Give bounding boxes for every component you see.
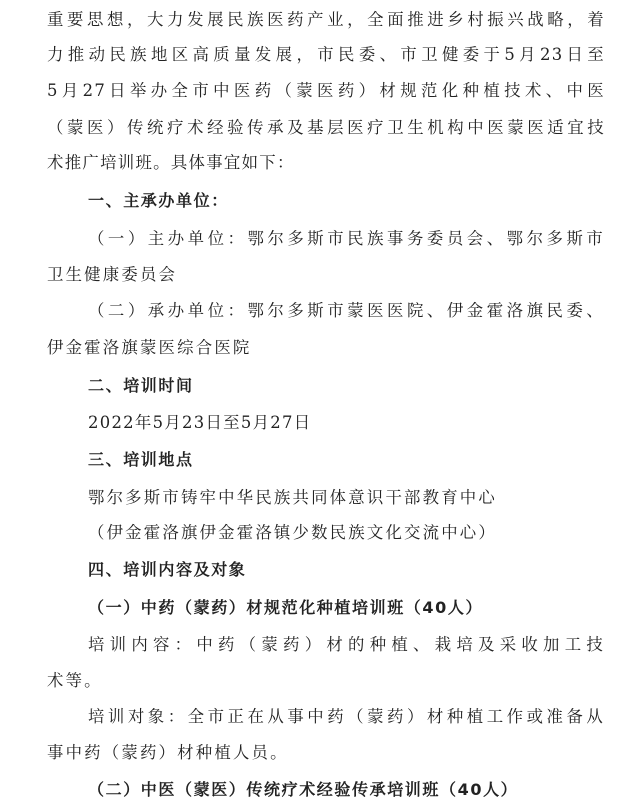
training-location: 鄂尔多斯市铸牢中华民族共同体意识干部教育中心	[88, 488, 497, 507]
body-line-2: 力推动民族地区高质量发展，市民委、市卫健委于5月23日至	[47, 45, 605, 64]
body-line-18: 培训内容：中药（蒙药）材的种植、栽培及采收加工技	[88, 635, 605, 654]
body-line-4: （蒙医）传统疗术经验传承及基层医疗卫生机构中医蒙医适宜技	[47, 118, 605, 137]
body-line-3: 5月27日举办全市中医药（蒙医药）材规范化种植技术、中医	[47, 81, 605, 100]
body-line-5: 术推广培训班。具体事宜如下：	[47, 153, 295, 172]
body-line-19: 术等。	[47, 671, 103, 690]
body-line-1: 重要思想，大力发展民族医药产业，全面推进乡村振兴战略，着	[47, 10, 605, 29]
body-line-9: （二）承办单位：鄂尔多斯市蒙医医院、伊金霍洛旗民委、	[88, 301, 605, 320]
body-line-10: 伊金霍洛旗蒙医综合医院	[47, 338, 252, 357]
body-line-8: 卫生健康委员会	[47, 265, 178, 284]
section-heading-1: 一、主承办单位：	[88, 191, 229, 210]
training-date: 2022年5月23日至5月27日	[88, 413, 312, 432]
subsection-heading-1: （一）中药（蒙药）材规范化种植培训班（40人）	[88, 598, 484, 617]
body-line-7: （一）主办单位：鄂尔多斯市民族事务委员会、鄂尔多斯市	[88, 229, 605, 248]
body-line-21: 事中药（蒙药）材种植人员。	[47, 743, 289, 762]
section-heading-4: 四、培训内容及对象	[88, 560, 247, 579]
body-line-20: 培训对象：全市正在从事中药（蒙药）材种植工作或准备从	[88, 707, 605, 726]
training-location-alt: （伊金霍洛旗伊金霍洛镇少数民族文化交流中心）	[88, 523, 497, 542]
section-heading-3: 三、培训地点	[88, 450, 194, 469]
section-heading-2: 二、培训时间	[88, 376, 194, 395]
subsection-heading-2: （二）中医（蒙医）传统疗术经验传承培训班（40人）	[88, 780, 519, 799]
